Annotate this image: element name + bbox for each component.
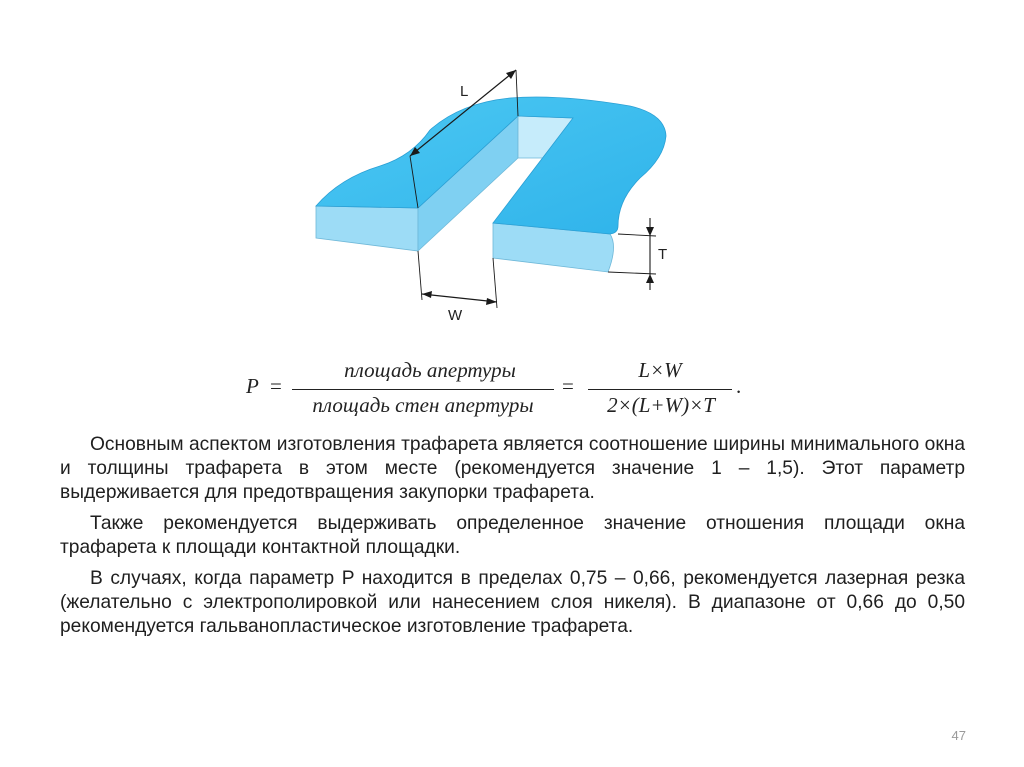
formula-word-numerator: площадь апертуры (344, 358, 516, 382)
arrow-t-top (646, 227, 654, 236)
stencil-aperture-diagram (300, 58, 690, 328)
formula-end-dot: . (736, 374, 742, 398)
body-text (60, 433, 965, 646)
paragraph-2: Также рекомендуется выдерживать определенное значение отношения площади окна трафарета к площади контактной площадки. (60, 513, 965, 558)
left-prong-front-face (316, 206, 418, 251)
aspect-ratio-formula (240, 356, 760, 418)
label-t: T (658, 246, 668, 263)
dimension-line-w (422, 294, 497, 302)
arrow-t-bottom (646, 274, 654, 283)
formula-p: P (246, 374, 259, 398)
arrow-w-left (422, 291, 432, 298)
formula-word-denominator: площадь стен апертуры (312, 393, 534, 417)
label-l: L (460, 83, 469, 100)
extension-line-w-right (493, 258, 497, 308)
paragraph-3: В случаях, когда параметр P находится в пределах 0,75 – 0,66, рекомендуется лазерная резка (желательно с электрополировкой или нанесением слоя никеля). В диапазоне от 0,66 до 0,50 рекомендуется гальванопластическое изготовление трафарета. (60, 568, 965, 637)
label-w: W (448, 307, 463, 324)
formula-equals-2: = (562, 374, 574, 398)
page-number: 47 (951, 728, 966, 743)
extension-line-w-left (418, 251, 422, 300)
extension-line-t-bottom (608, 272, 656, 274)
formula-equals-1: = (270, 374, 282, 398)
formula-expr-denominator: 2×(L+W)×T (607, 393, 715, 417)
formula-fraction-bar-1 (292, 389, 554, 390)
arrow-w-right (486, 298, 497, 305)
formula-fraction-bar-2 (588, 389, 732, 390)
paragraph-1: Основным аспектом изготовления трафарета является соотношение ширины минимального окна и толщины трафарета в этом месте (рекомендуется значение 1 – 1,5). Этот параметр выдерживается для предотвращения закупорки трафарета. (60, 434, 965, 503)
formula-expr-numerator: L×W (638, 358, 682, 382)
